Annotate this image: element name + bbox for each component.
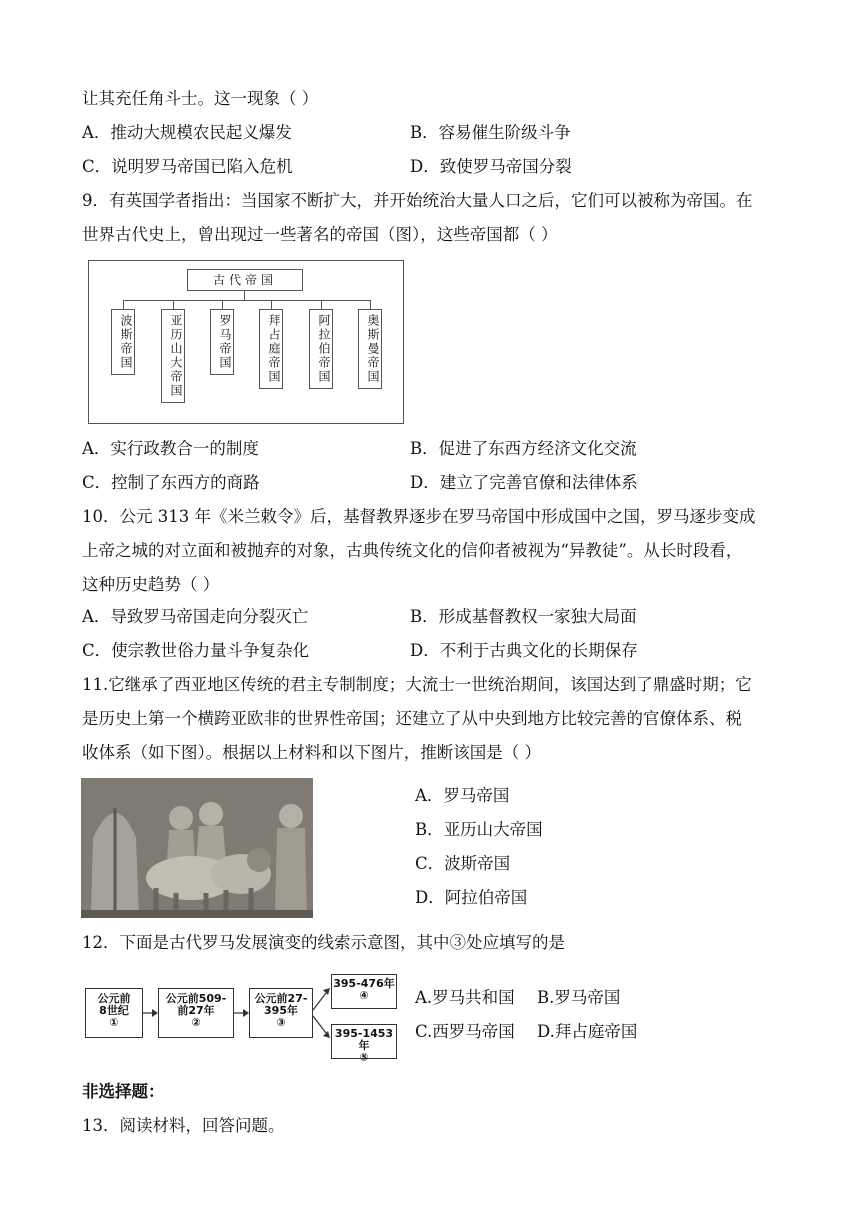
q10-option-c: C．使宗教世俗力量斗争复杂化: [82, 641, 310, 660]
section-heading: 非选择题：: [82, 1082, 165, 1101]
q10-option-d: D．不利于古典文化的长期保存: [410, 641, 638, 660]
q8-option-a: A．推动大规模农民起义爆发: [82, 123, 292, 142]
timeline-box-2: 公元前509- 前27年 ②: [158, 988, 234, 1038]
q11-option-b: B．亚历山大帝国: [415, 820, 543, 839]
q8-option-c: C．说明罗马帝国已陷入危机: [82, 157, 293, 176]
q11-stem-line1: 11.它继承了西亚地区传统的君主专制制度；大流士一世统治期间，该国达到了鼎盛时期；它: [82, 675, 752, 694]
q9-stem-line2: 世界古代史上，曾出现过一些著名的帝国（图），这些帝国都（ ）: [82, 225, 558, 244]
empire-box-rome: 罗马帝国: [210, 309, 234, 375]
q11-option-c: C．波斯帝国: [415, 854, 511, 873]
q11-option-d: D．阿拉伯帝国: [415, 888, 528, 907]
q10-stem-line2: 上帝之城的对立面和被抛弃的对象，古典传统文化的信仰者被视为“异教徒”。从长时段看，: [82, 541, 743, 560]
q9-option-d: D．建立了完善官僚和法律体系: [410, 473, 638, 492]
q8-stem: 让其充任角斗士。这一现象（ ）: [82, 89, 319, 108]
q9-stem-line1: 9．有英国学者指出：当国家不断扩大，并开始统治大量人口之后，它们可以被称为帝国。在: [82, 191, 753, 210]
empire-box-alexander: 亚历山大帝国: [161, 309, 185, 403]
q9-option-c: C．控制了东西方的商路: [82, 473, 260, 492]
q9-option-b: B．促进了东西方经济文化交流: [410, 439, 637, 458]
empire-box-ottoman: 奥斯曼帝国: [358, 309, 382, 389]
timeline-box-3: 公元前27- 395年 ③: [249, 988, 313, 1038]
q12-option-c: C.西罗马帝国: [415, 1022, 515, 1041]
q11-stem-line3: 收体系（如下图）。根据以上材料和以下图片，推断该国是（ ）: [82, 743, 541, 762]
timeline-box-1: 公元前 8世纪 ①: [85, 988, 143, 1038]
q10-option-b: B．形成基督教权一家独大局面: [410, 607, 637, 626]
q9-option-a: A．实行政教合一的制度: [82, 439, 259, 458]
timeline-box-5: 395-1453年 ⑤: [331, 1024, 397, 1059]
q13-stem: 13．阅读材料，回答问题。: [82, 1116, 285, 1135]
empire-box-byzantine: 拜占庭帝国: [259, 309, 283, 389]
diagram-title: 古代帝国: [187, 269, 303, 291]
q12-stem: 12．下面是古代罗马发展演变的线索示意图，其中③处应填写的是: [82, 933, 565, 952]
q8-option-b: B．容易催生阶级斗争: [410, 123, 571, 142]
q12-option-b: B.罗马帝国: [537, 988, 621, 1007]
q8-option-d: D．致使罗马帝国分裂: [410, 157, 572, 176]
q12-option-a: A.罗马共和国: [415, 988, 515, 1007]
q12-option-d: D.拜占庭帝国: [537, 1022, 638, 1041]
empire-box-arab: 阿拉伯帝国: [309, 309, 333, 389]
q10-stem-line1: 10．公元 313 年《米兰敕令》后，基督教界逐步在罗马帝国中形成国中之国，罗马逐步变成: [82, 507, 756, 526]
q11-option-a: A．罗马帝国: [415, 786, 510, 805]
q11-stem-line2: 是历史上第一个横跨亚欧非的世界性帝国；还建立了从中央到地方比较完善的官僚体系、税: [82, 709, 742, 728]
q10-option-a: A．导致罗马帝国走向分裂灭亡: [82, 607, 309, 626]
q10-stem-line3: 这种历史趋势（ ）: [82, 575, 220, 594]
timeline-box-4: 395-476年 ④: [331, 974, 397, 1009]
empire-box-persia: 波斯帝国: [111, 309, 135, 375]
